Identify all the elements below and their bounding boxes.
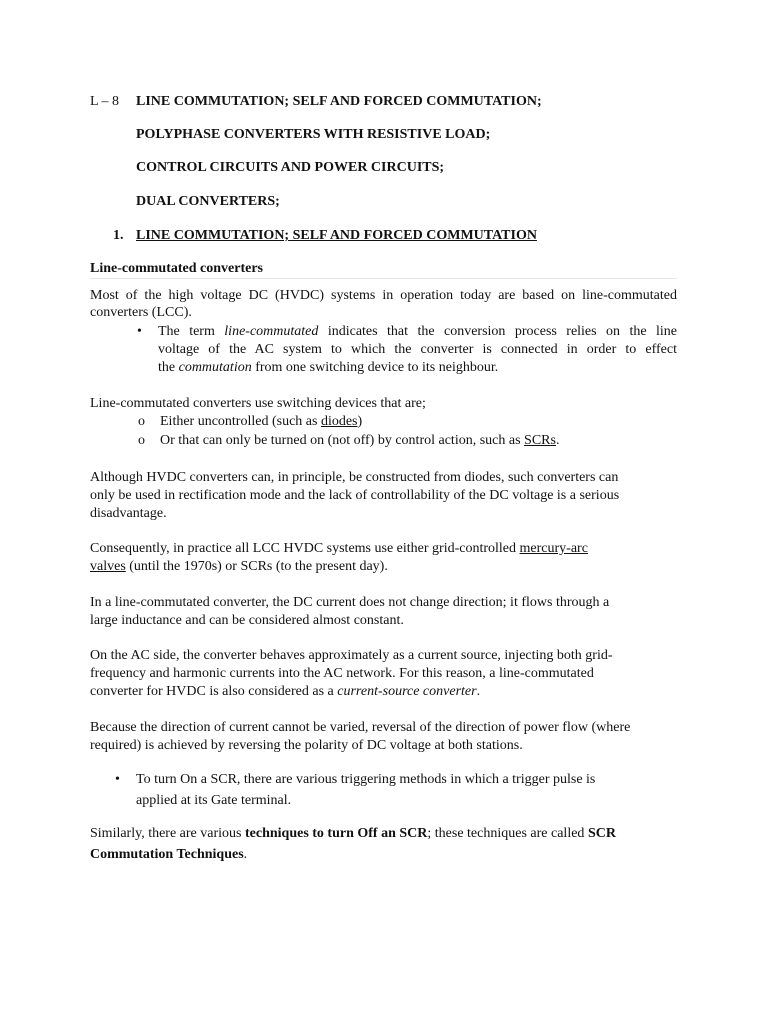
bullet-2-line-1: To turn On a SCR, there are various triggering methods in which a trigger pulse is — [136, 772, 596, 787]
bullet-1-line-2: voltage of the AC system to which the converter is connected in order to effect — [158, 342, 677, 357]
sub-bullet-marker-2: o — [138, 433, 145, 448]
paragraph-2: Line-commutated converters use switching devices that are; — [90, 396, 426, 411]
mercury-arc-valves-link[interactable]: mercury-arc — [519, 541, 588, 556]
lecture-topic-2: POLYPHASE CONVERTERS WITH RESISTIVE LOAD; — [136, 127, 491, 142]
paragraph-8-line-2: Commutation Techniques. — [90, 847, 248, 862]
paragraph-7-line-2: required) is achieved by reversing the polarity of DC voltage at both stations. — [90, 738, 523, 753]
paragraph-5-line-2: large inductance and can be considered almost constant. — [90, 613, 404, 628]
paragraph-6-line-1: On the AC side, the converter behaves approximately as a current source, injecting both grid- — [90, 648, 613, 663]
paragraph-1-line-2: converters (LCC). — [90, 305, 192, 320]
paragraph-6-line-3: converter for HVDC is also considered as a current-source converter. — [90, 684, 481, 699]
bullet-marker: • — [137, 324, 142, 339]
sub-bullet-marker-1: o — [138, 414, 145, 429]
bullet-2-line-2: applied at its Gate terminal. — [136, 793, 292, 808]
divider — [90, 278, 677, 279]
paragraph-6-line-2: frequency and harmonic currents into the AC network. For this reason, a line-commutated — [90, 666, 594, 681]
section-number: 1. — [113, 228, 124, 243]
paragraph-3-line-3: disadvantage. — [90, 506, 167, 521]
subheading: Line-commutated converters — [90, 261, 264, 276]
sub-bullet-2: Or that can only be turned on (not off) by control action, such as SCRs. — [160, 433, 560, 448]
bullet-1-line-3: the commutation from one switching device to its neighbour. — [158, 360, 499, 375]
paragraph-5-line-1: In a line-commutated converter, the DC current does not change direction; it flows through a — [90, 595, 610, 610]
diodes-link[interactable]: diodes — [320, 414, 358, 429]
bullet-marker-2: • — [115, 772, 120, 787]
paragraph-3-line-2: only be used in rectification mode and the lack of controllability of the DC voltage is a serious — [90, 488, 620, 503]
paragraph-8-line-1: Similarly, there are various techniques to turn Off an SCR; these techniques are called SCR — [90, 826, 616, 841]
lecture-code: L – 8 — [90, 94, 120, 109]
paragraph-7-line-1: Because the direction of current cannot be varied, reversal of the direction of power flow (where — [90, 720, 631, 735]
paragraph-3-line-1: Although HVDC converters can, in principle, be constructed from diodes, such converters can — [90, 470, 619, 485]
sub-bullet-1: Either uncontrolled (such as diodes) — [160, 414, 363, 429]
lecture-topic-1: LINE COMMUTATION; SELF AND FORCED COMMUTATION; — [136, 94, 542, 109]
bullet-1-line-1: The term line-commutated indicates that the conversion process relies on the line — [158, 324, 677, 339]
paragraph-1-line-1: Most of the high voltage DC (HVDC) systems in operation today are based on line-commutated — [90, 288, 677, 303]
valves-link[interactable]: valves — [90, 559, 126, 574]
lecture-topic-3: CONTROL CIRCUITS AND POWER CIRCUITS; — [136, 160, 445, 175]
paragraph-4-line-1: Consequently, in practice all LCC HVDC systems use either grid-controlled mercury-arc — [90, 541, 588, 556]
section-title: LINE COMMUTATION; SELF AND FORCED COMMUTATION — [136, 228, 537, 243]
paragraph-4-line-2: valves (until the 1970s) or SCRs (to the present day). — [90, 559, 388, 574]
scrs-link[interactable]: SCRs — [524, 433, 556, 448]
lecture-topic-4: DUAL CONVERTERS; — [136, 194, 280, 209]
